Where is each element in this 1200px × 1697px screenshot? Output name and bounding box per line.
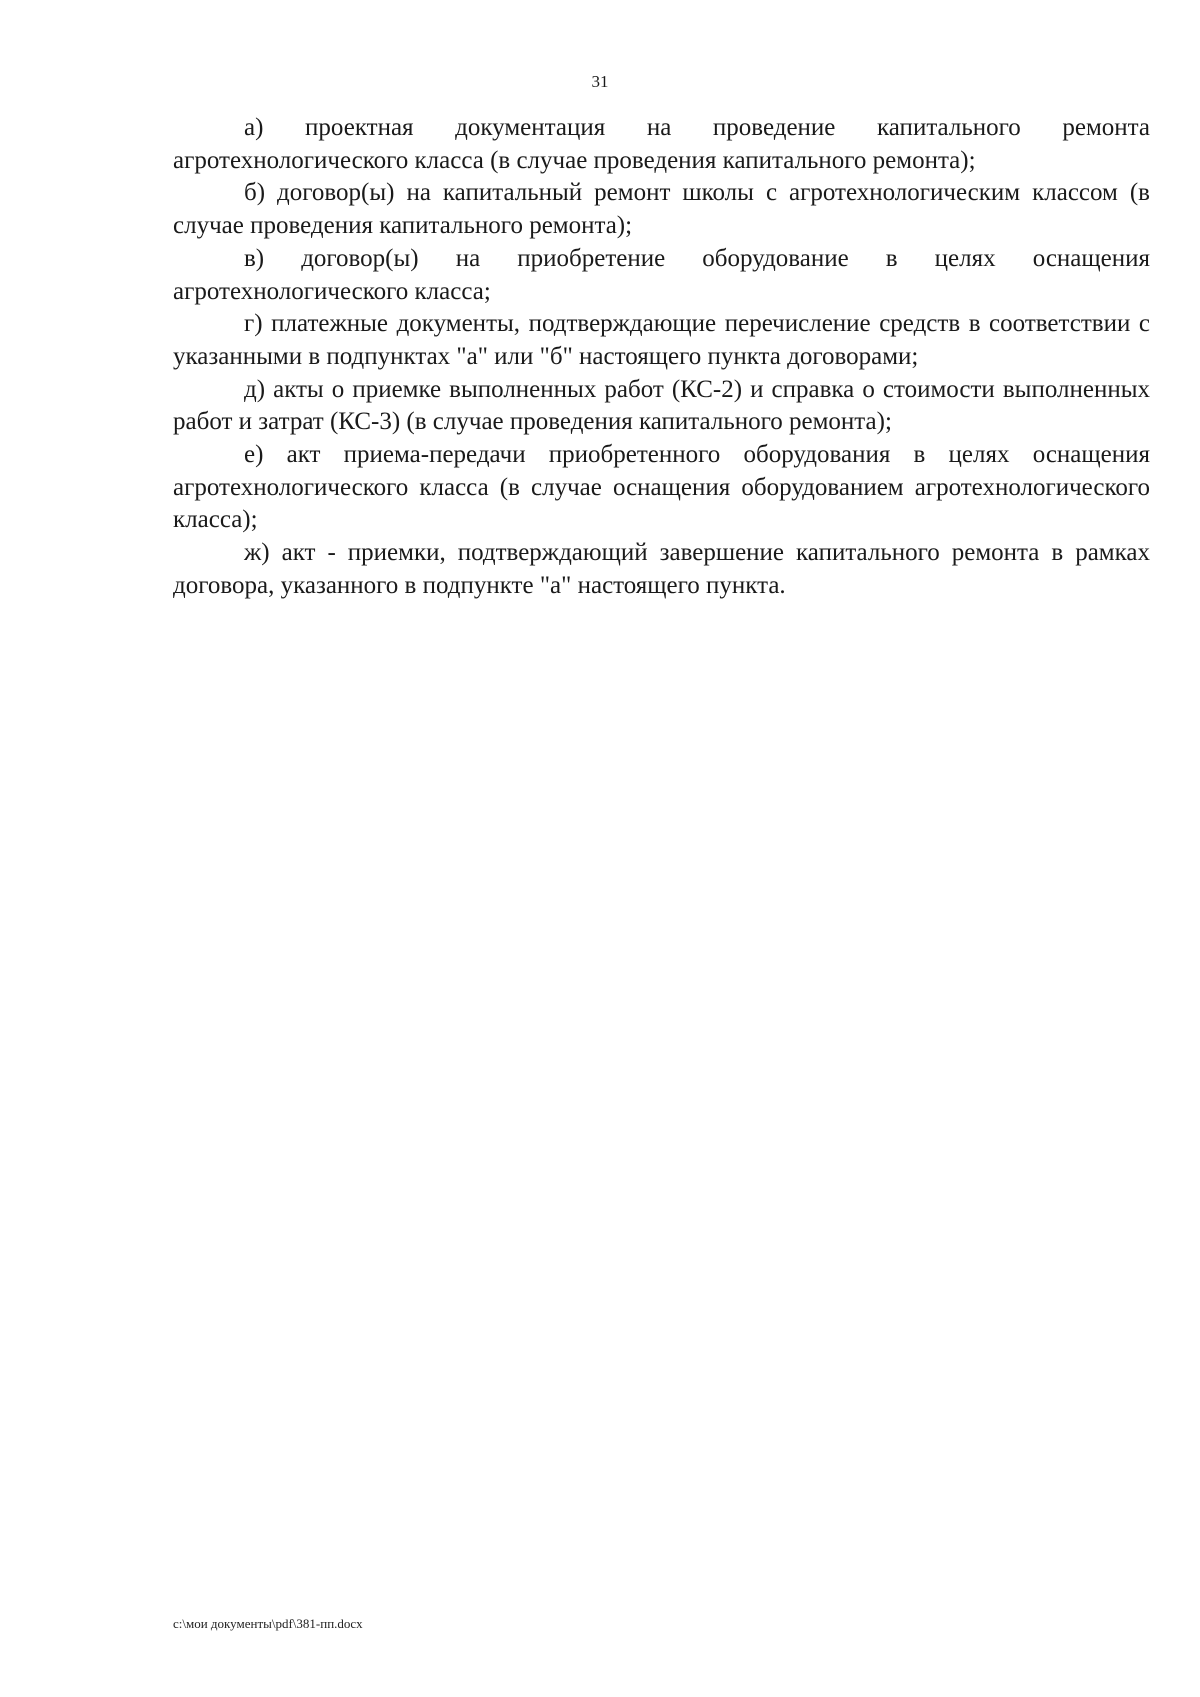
list-item-g: г) платежные документы, подтверждающие перечисление средств в соответствии с указанными в подпунктах "а" или "б" настоящего пункта договорами; — [173, 310, 1150, 370]
list-item-v: в) договор(ы) на приобретение оборудование в целях оснащения агротехнологического класса; — [173, 244, 1150, 305]
page-number: 31 — [591, 72, 609, 91]
list-item-a: а) проектная документация на проведение капитального ремонта агротехнологического класса (в случае проведения капитального ремонта); — [173, 114, 1150, 174]
list-item-e: е) акт приема-передачи приобретенного оборудования в целях оснащения агротехнологического класса (в случае оснащения оборудованием агротехнологического класса); — [173, 441, 1150, 534]
footer-file-path: c:\мои документы\pdf\381-пп.docx — [173, 1616, 363, 1631]
list-item-d: д) акты о приемке выполненных работ (КС-2) и справка о стоимости выполненных работ и затрат (КС-3) (в случае проведения капитального ремонта); — [173, 375, 1150, 436]
list-item-b: б) договор(ы) на капитальный ремонт школы с агротехнологическим классом (в случае проведения капитального ремонта); — [173, 179, 1150, 240]
document-body — [173, 112, 1150, 603]
list-item-zh: ж) акт - приемки, подтверждающий завершение капитального ремонта в рамках договора, указанного в подпункте "а" настоящего пункта. — [173, 539, 1150, 599]
